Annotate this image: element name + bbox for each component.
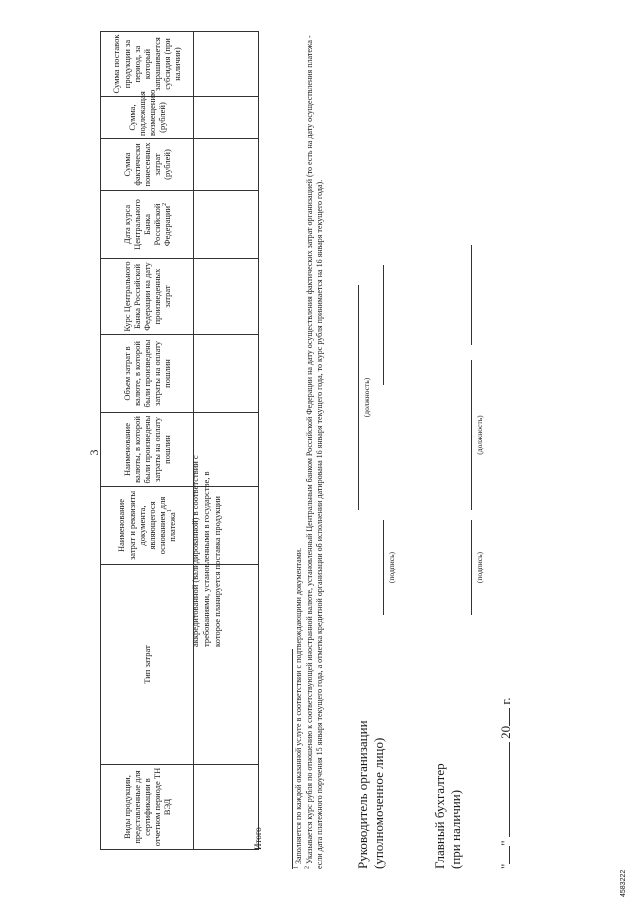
header-currency-name: Наименование валюты, в которой были произведены затраты на оплату пошлин	[101, 413, 194, 487]
header-actual-costs: Сумма фактически понесенных затрат (рублей)	[101, 139, 194, 191]
table-cell	[194, 97, 259, 139]
head-signature-caption: (подпись)	[387, 551, 396, 584]
accountant-position-caption: (должность)	[475, 415, 484, 455]
header-cost-volume: Объем затрат в валюте, в которой были произведены затраты на оплату пошлин	[101, 335, 194, 413]
cost-type-continuation: аккредитованной (валидированной) в соответствии с требованиями, установленными в государстве, в которое планируется поставка продукции	[190, 455, 222, 647]
head-position-caption: (должность)	[362, 377, 371, 418]
header-cost-name: Наименование затрат и реквизиты документа, являющегося основанием для платежа$^1$	[101, 487, 194, 565]
page-number: 3	[87, 449, 101, 456]
header-product-types: Виды продукции, представленные для сертификации в отчетном периоде ТН ВЭД	[101, 765, 194, 850]
header-reimbursable: Сумма, подлежащая возмещению (рублей)	[101, 97, 194, 139]
header-exchange-rate: Курс Центрального Банка Российской Федерации на дату произведенных затрат	[101, 259, 194, 335]
head-of-organization-title: Руководитель организации (уполномоченное лицо)	[355, 720, 387, 869]
table-cell	[194, 139, 259, 191]
accountant-signature-line	[471, 520, 472, 615]
footnote-2: $^2$ Указывается курс рубля по отношению к соответствующей иностранной валюте, установленный Центральным банком Российской Федерации на дату осуществления фактических затрат организацией (то есть на дату осуществления платежа - если дата платежного поручения 15 января текущего года, а отметка кредитной организации об исполнении датирована 16 января текущего года, то курс рубля принимается на 16 января текущего года).	[304, 35, 324, 869]
head-position-line	[358, 285, 359, 510]
date-line: "" 20 г.	[498, 697, 513, 869]
chief-accountant-title: Главный бухгалтер (при наличии)	[432, 763, 464, 869]
table-cell	[194, 259, 259, 335]
accountant-signature-caption: (подпись)	[475, 551, 484, 584]
footnote-separator	[292, 649, 293, 869]
footnote-mark-1: 1	[167, 509, 174, 513]
cost-table	[100, 31, 259, 850]
accountant-position-line	[471, 360, 472, 510]
footnote-1: $^1$ Заполняется по каждой оказанной услуге в соответствии с подтверждающими документами.	[293, 547, 303, 869]
table-header-row	[101, 32, 194, 850]
document-id: 4583222	[620, 869, 627, 897]
footnote-mark-2: 2	[162, 202, 169, 206]
total-label: Итого	[253, 827, 263, 850]
table-cell	[194, 191, 259, 259]
accountant-name-line	[471, 245, 472, 345]
table-cell	[194, 335, 259, 413]
table-cell	[194, 32, 259, 97]
head-name-line	[383, 265, 384, 385]
table-cell	[194, 765, 259, 850]
head-signature-line	[383, 520, 384, 615]
table-row	[194, 32, 259, 850]
header-rate-date: Дата курса Центрального Банка Российской Федерации$^2$	[101, 191, 194, 259]
header-supply-amount: Сумма поставок продукции за период, за который запрашивается субсидия (при наличии)	[101, 32, 194, 97]
header-cost-type: Тип затрат	[101, 565, 194, 765]
